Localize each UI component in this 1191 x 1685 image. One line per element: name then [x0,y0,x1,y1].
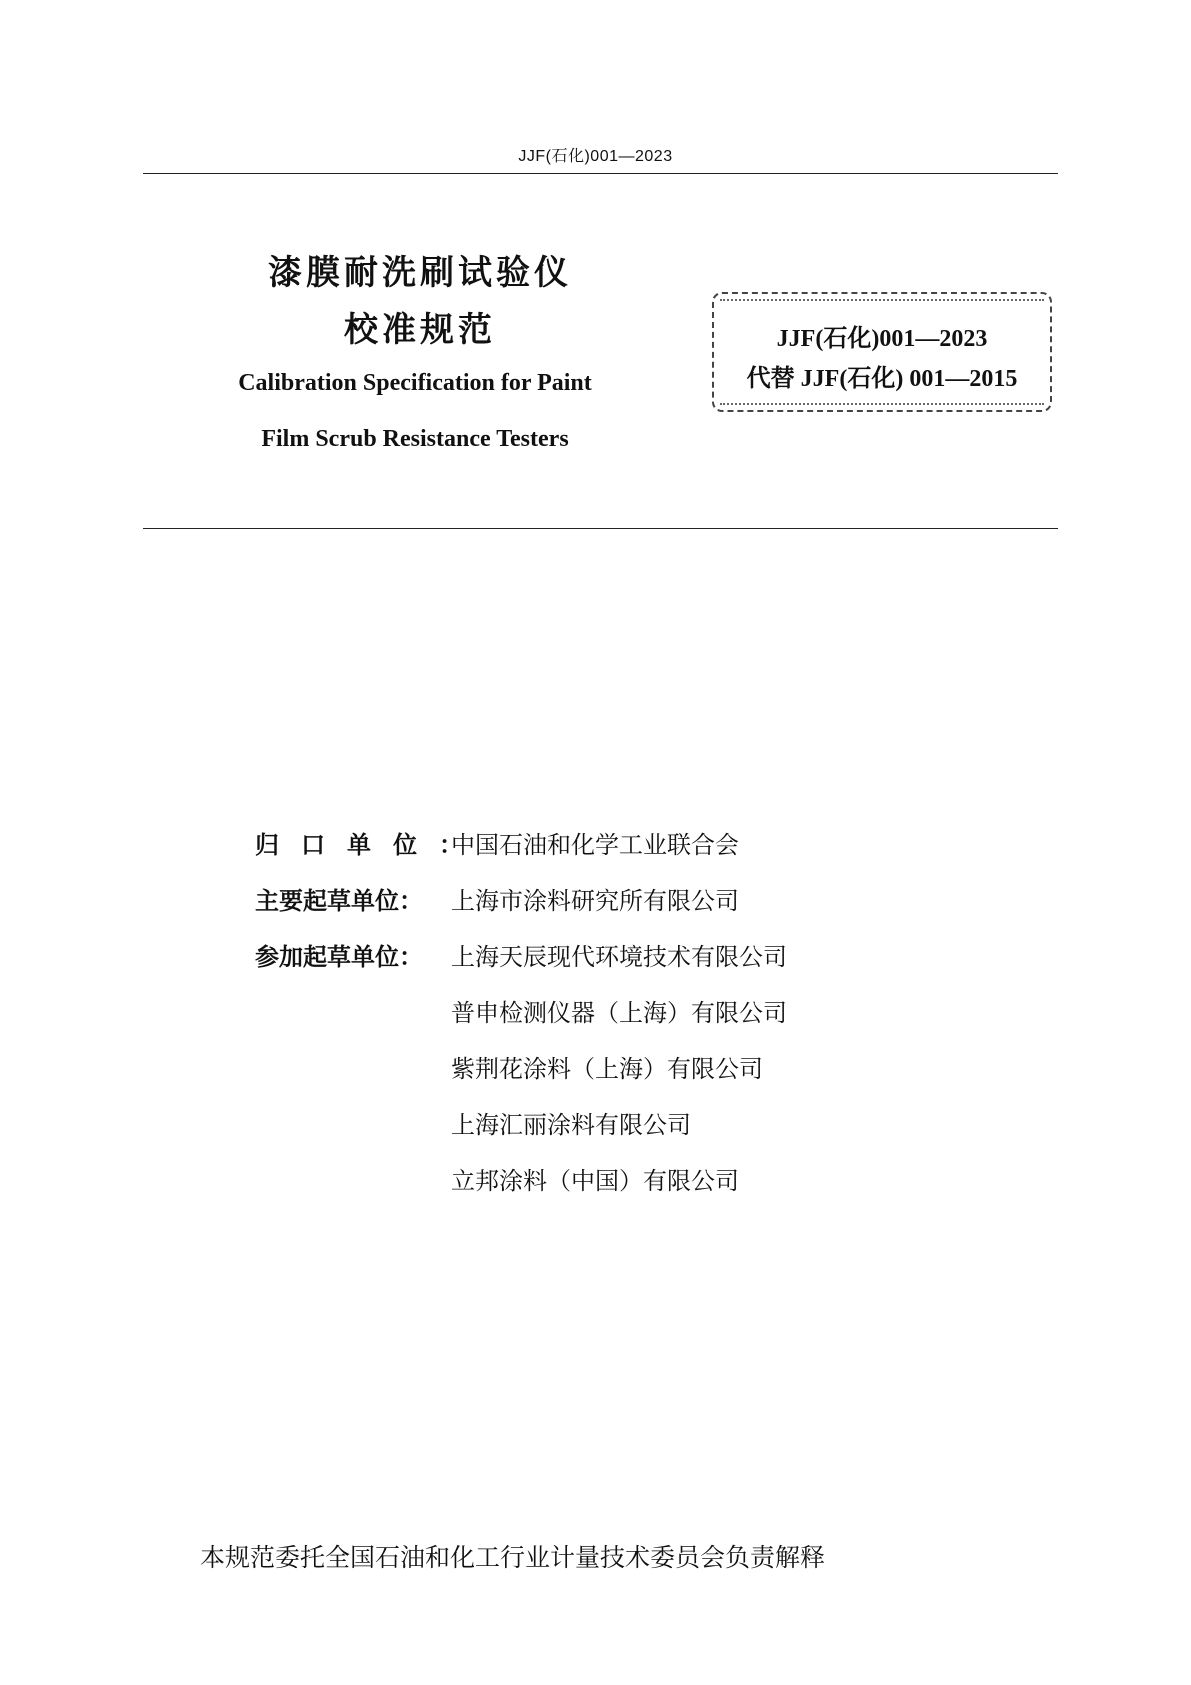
title-en-line2: Film Scrub Resistance Testers [261,426,569,452]
top-rule [143,173,1058,174]
participating-unit: 立邦涂料（中国）有限公司 [451,1167,739,1195]
standard-code-box [712,292,1052,412]
responsible-unit-value: 中国石油和化学工业联合会 [451,831,739,859]
title-zh-line1: 漆膜耐洗刷试验仪 [268,253,572,293]
responsible-unit-label: 归口单位： [255,831,485,859]
title-zh-line2: 校准规范 [344,310,496,350]
standard-code: JJF(石化)001—2023 [776,326,988,352]
main-drafting-label: 主要起草单位： [255,887,423,915]
interpretation-note: 本规范委托全国石油和化工行业计量技术委员会负责解释 [200,1543,826,1572]
title-en-line1: Calibration Specification for Paint [238,370,592,396]
replaced-standard-code: 代替 JJF(石化) 001—2015 [746,366,1018,392]
running-header-code: JJF(石化)001—2023 [518,148,673,165]
participating-unit: 紫荆花涂料（上海）有限公司 [451,1055,763,1083]
participating-unit: 上海汇丽涂料有限公司 [451,1111,691,1139]
participating-unit: 普申检测仪器（上海）有限公司 [451,999,787,1027]
participating-unit: 上海天辰现代环境技术有限公司 [451,943,787,971]
bottom-rule [143,528,1058,529]
participating-label: 参加起草单位： [255,943,423,971]
main-drafting-value: 上海市涂料研究所有限公司 [451,887,739,915]
